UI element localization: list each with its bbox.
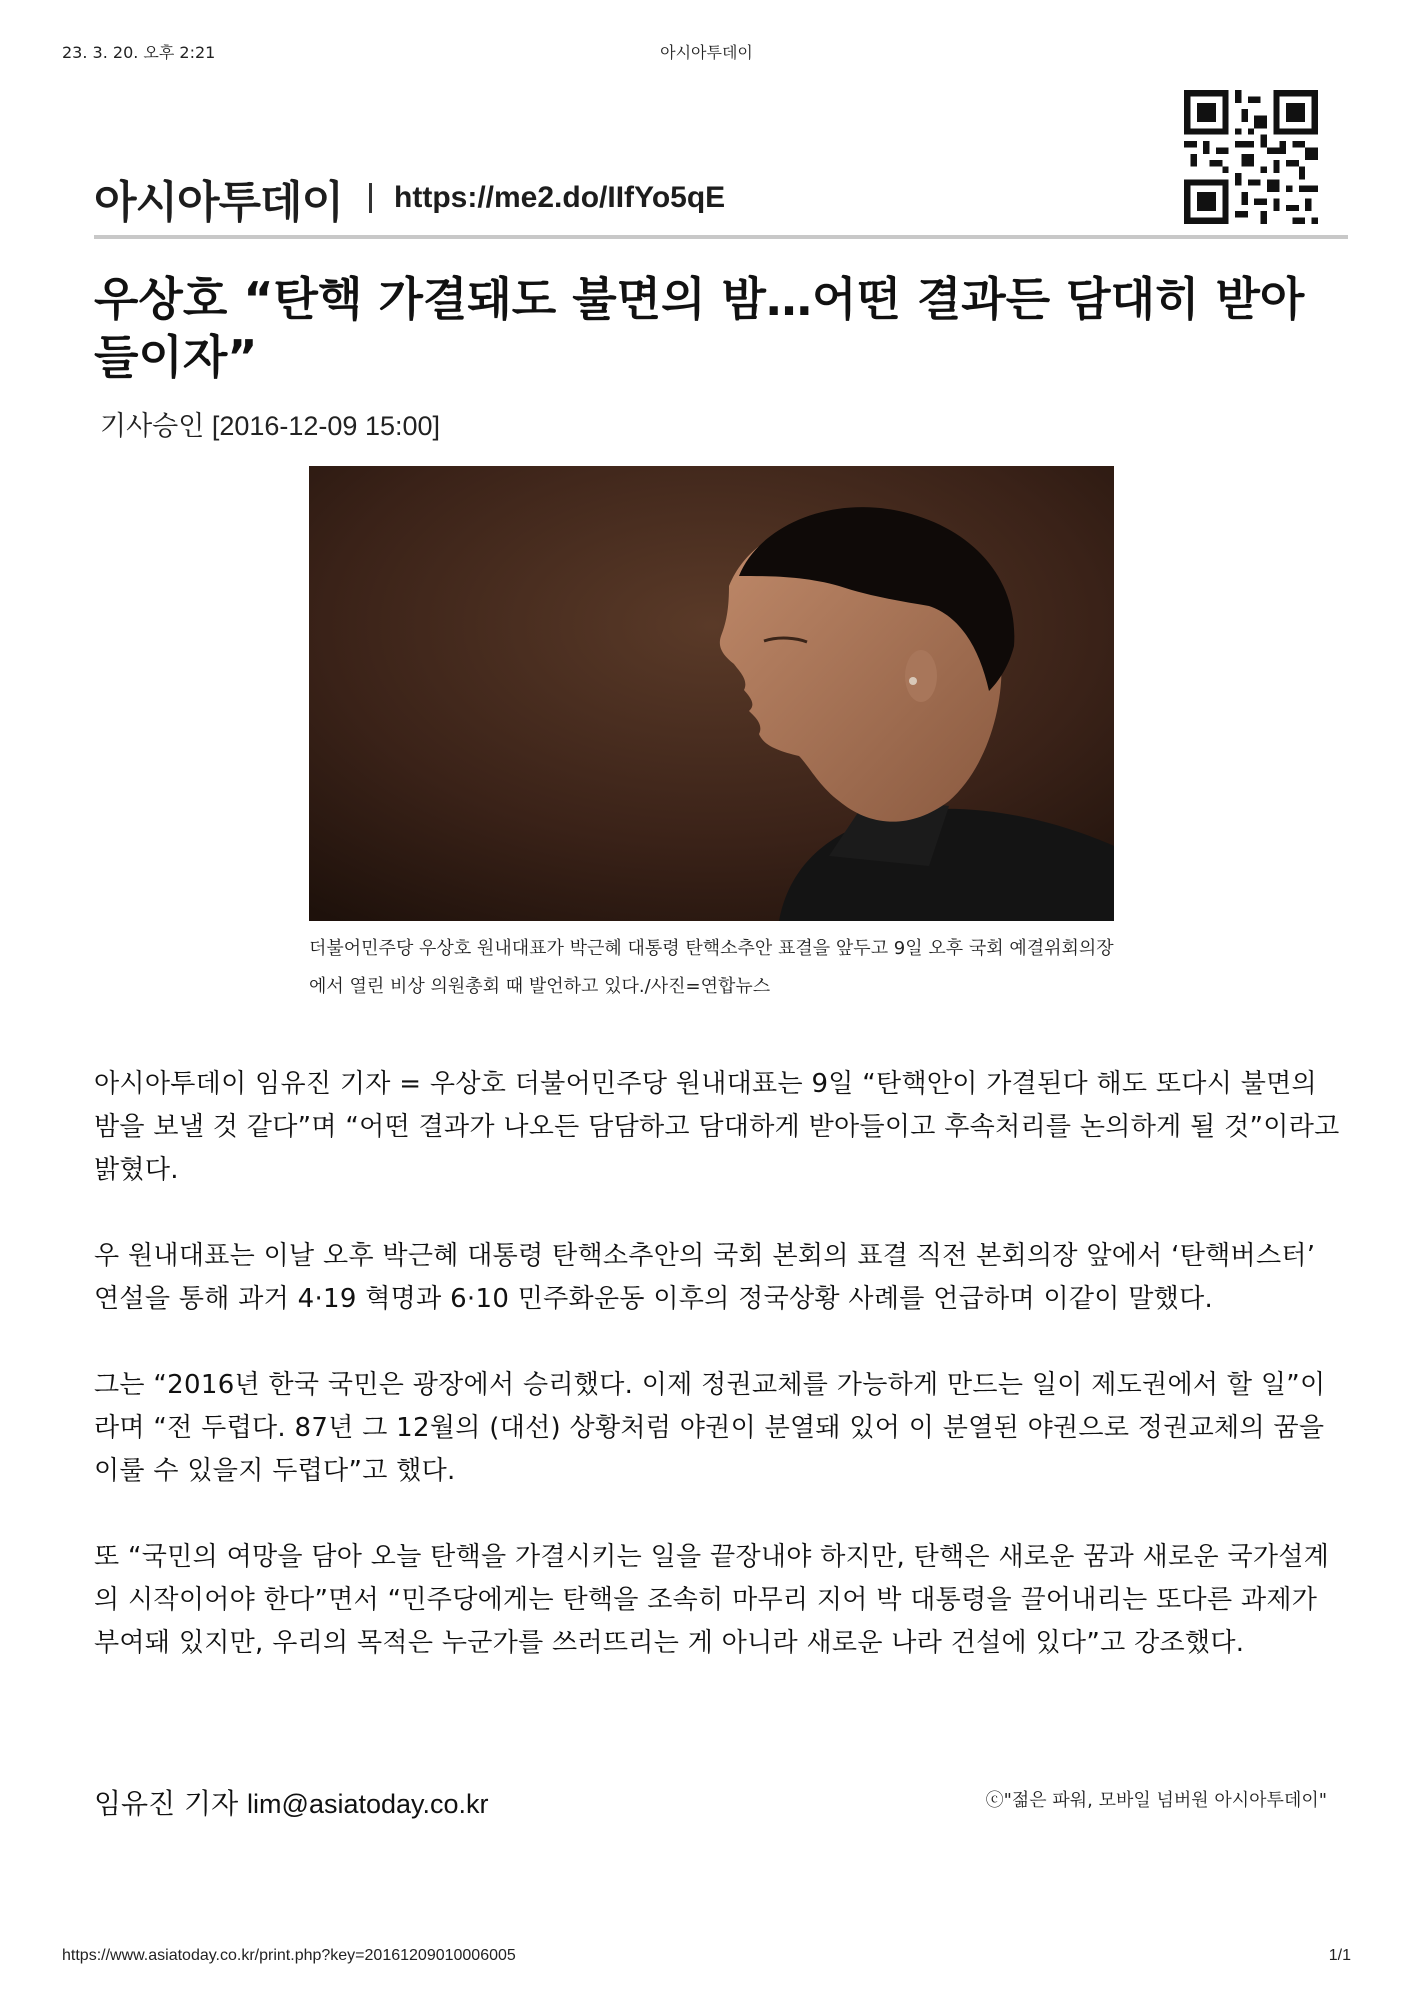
byline-email-link[interactable]: lim@asiatoday.co.kr	[247, 1789, 489, 1819]
article-paragraph: 또 “국민의 여망을 담아 오늘 탄핵을 가결시키는 일을 끝장내야 하지만, 탄핵은 새로운 꿈과 새로운 국가설계의 시작이어야 한다”면서 “민주당에게는 탄핵을 조속히 마무리 지어 박 대통령을 끌어내리는 또다른 과제가 부여돼 있지만, 우리의 목적은 누군가를 쓰러뜨리는 게 아니라 새로운 나라 건설에 있다”고 강조했다.	[94, 1542, 1330, 1658]
short-url-link[interactable]: https://me2.do/IIfYo5qE	[394, 181, 726, 214]
article-paragraph: 그는 “2016년 한국 국민은 광장에서 승리했다. 이제 정권교체를 가능하게 만드는 일이 제도권에서 할 일”이라며 “전 두렵다. 87년 그 12월의 (대선) 상황처럼 야권이 분열돼 있어 이 분열된 야권으로 정권교체의 꿈을 이룰 수 있을지 두렵다”고 했다.	[94, 1370, 1326, 1486]
print-page-title: 아시아투데이	[660, 43, 753, 62]
site-logo[interactable]: 아시아투데이	[94, 177, 344, 228]
masthead	[94, 168, 725, 228]
article-title: 우상호 “탄핵 가결돼도 불면의 밤…어떤 결과든 담대히 받아들이자”	[94, 272, 1305, 384]
article-body	[94, 1063, 1344, 1708]
article-approval-date: 기사승인 [2016-12-09 15:00]	[100, 411, 441, 441]
masthead-divider	[369, 183, 372, 213]
byline	[94, 1782, 489, 1822]
print-datetime: 23. 3. 20. 오후 2:21	[62, 43, 216, 62]
qr-code-icon	[1184, 90, 1318, 224]
print-url: https://www.asiatoday.co.kr/print.php?key=20161209010006005	[62, 1947, 516, 1964]
photo-caption: 더불어민주당 우상호 원내대표가 박근혜 대통령 탄핵소추안 표결을 앞두고 9일 오후 국회 예결위회의장에서 열린 비상 의원총회 때 발언하고 있다./사진=연합뉴스	[309, 938, 1114, 997]
print-page-number: 1/1	[1328, 1947, 1351, 1964]
article-photo	[309, 466, 1114, 921]
article-paragraph: 우 원내대표는 이날 오후 박근혜 대통령 탄핵소추안의 국회 본회의 표결 직전 본회의장 앞에서 ‘탄핵버스터’ 연설을 통해 과거 4·19 혁명과 6·10 민주화운동 이후의 정국상황 사례를 언급하며 이같이 말했다.	[94, 1241, 1316, 1314]
header-rule	[94, 235, 1348, 239]
copyright-slogan: ⓒ"젊은 파워, 모바일 넘버원 아시아투데이"	[985, 1790, 1327, 1811]
article-paragraph: 아시아투데이 임유진 기자 = 우상호 더불어민주당 원내대표는 9일 “탄핵안이 가결된다 해도 또다시 불면의 밤을 보낼 것 같다”며 “어떤 결과가 나오든 담담하고 담대하게 받아들이고 후속처리를 논의하게 될 것”이라고 밝혔다.	[94, 1069, 1340, 1185]
byline-name: 임유진 기자	[94, 1787, 248, 1820]
